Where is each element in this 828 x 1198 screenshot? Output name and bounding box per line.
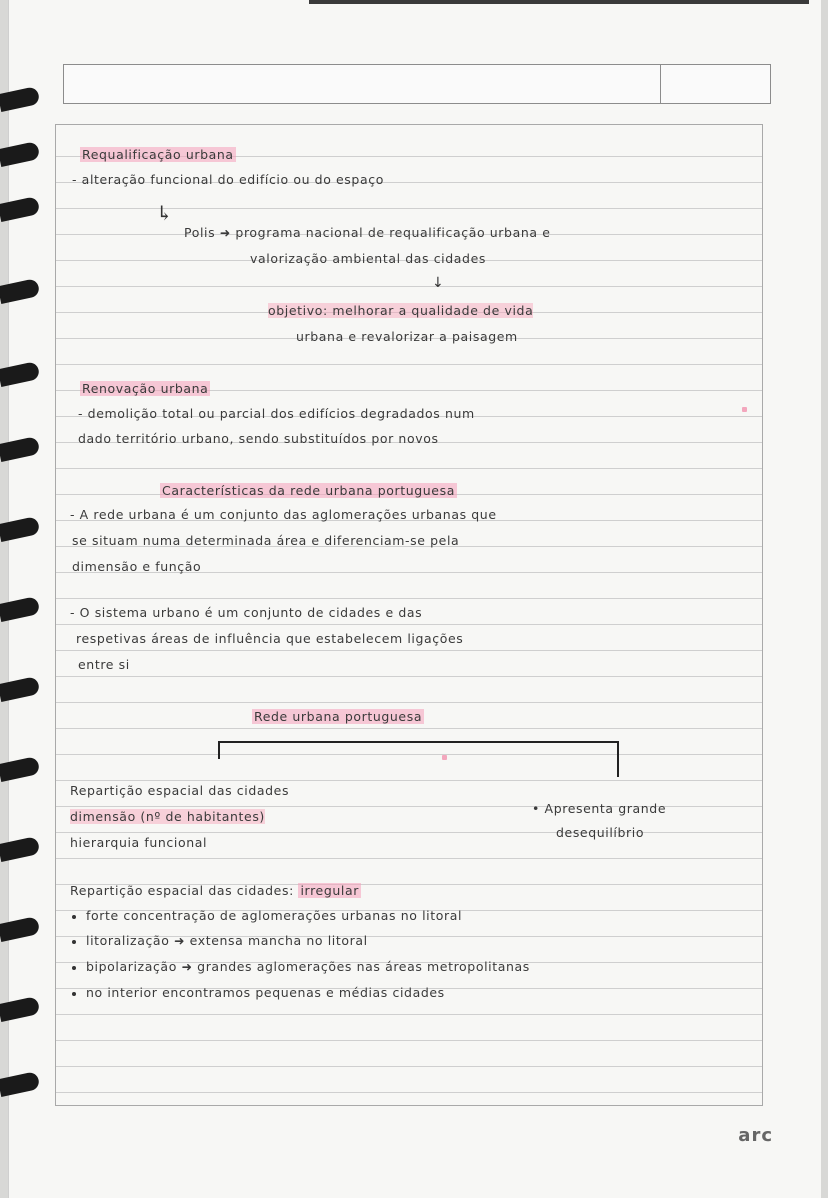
note-line: - O sistema urbano é um conjunto de cidades e das [70, 605, 423, 620]
binder-ring [0, 516, 40, 542]
binder-ring [0, 836, 40, 862]
page-marker [742, 407, 747, 412]
bullet-line: no interior encontramos pequenas e médias cidades [86, 985, 445, 1000]
page-marker [442, 755, 447, 760]
note-line: hierarquia funcional [70, 835, 208, 850]
tree-bracket [218, 741, 618, 743]
binder-ring [0, 1071, 40, 1097]
hook-arrow-icon: ↳ [156, 201, 173, 225]
note-line: se situam numa determinada área e diferenciam-se pela [72, 533, 460, 548]
bullet-line: litoralização ➜ extensa mancha no litoral [86, 933, 368, 948]
binder-ring [0, 916, 40, 942]
header-divider [660, 65, 661, 103]
note-line: valorização ambiental das cidades [250, 251, 486, 266]
section-title-caracteristicas: Características da rede urbana portuguesa [162, 483, 455, 498]
note-line: Repartição espacial das cidades [70, 783, 290, 798]
section-title-requalificacao: Requalificação urbana [82, 147, 234, 162]
note-line: - A rede urbana é um conjunto das aglomerações urbanas que [70, 507, 497, 522]
note-line: entre si [78, 657, 130, 672]
note-line: dado território urbano, sendo substituídos por novos [78, 431, 439, 446]
irregular-tag: irregular [300, 883, 359, 898]
bullet-dot [72, 915, 76, 919]
binder-ring [0, 86, 40, 112]
header-box [63, 64, 771, 104]
bullet-dot [72, 966, 76, 970]
binder-ring [0, 361, 40, 387]
binder-ring [0, 436, 40, 462]
binder-ring [0, 278, 40, 304]
binder-ring [0, 596, 40, 622]
note-line: • Apresenta grande [532, 801, 667, 816]
objective-line: objetivo: melhorar a qualidade de vida [268, 303, 534, 318]
top-edge [309, 0, 809, 4]
bullet-dot [72, 940, 76, 944]
note-line: desequilíbrio [556, 825, 645, 840]
binder-ring [0, 756, 40, 782]
note-line: urbana e revalorizar a paisagem [296, 329, 518, 344]
binder-ring [0, 196, 40, 222]
bullet-line: bipolarização ➜ grandes aglomerações nas áreas metropolitanas [86, 959, 530, 974]
bullet-dot [72, 992, 76, 996]
dimension-label: dimensão (nº de habitantes) [70, 809, 265, 824]
note-line: Polis ➜ programa nacional de requalificação urbana e [184, 225, 551, 240]
note-line: - demolição total ou parcial dos edifícios degradados num [78, 406, 475, 421]
bullet-line: forte concentração de aglomerações urbanas no litoral [86, 908, 463, 923]
section-title-renovacao: Renovação urbana [82, 381, 209, 396]
binder-ring [0, 996, 40, 1022]
notebook-page [8, 0, 821, 1198]
section-title-rede: Rede urbana portuguesa [254, 709, 423, 724]
note-line: - alteração funcional do edifício ou do espaço [72, 172, 384, 187]
section-title-reparticao: Repartição espacial das cidades: irregular [70, 883, 359, 898]
note-line [70, 809, 265, 824]
brand-logo: arc [738, 1125, 773, 1146]
note-line: dimensão e função [72, 559, 202, 574]
tree-branch-right [617, 741, 619, 777]
note-line: respetivas áreas de influência que estabelecem ligações [76, 631, 464, 646]
binder-ring [0, 676, 40, 702]
tree-branch-left [218, 741, 220, 759]
arrow-down-icon: ↓ [432, 275, 444, 291]
binder-ring [0, 141, 40, 167]
lined-sheet [55, 124, 763, 1106]
